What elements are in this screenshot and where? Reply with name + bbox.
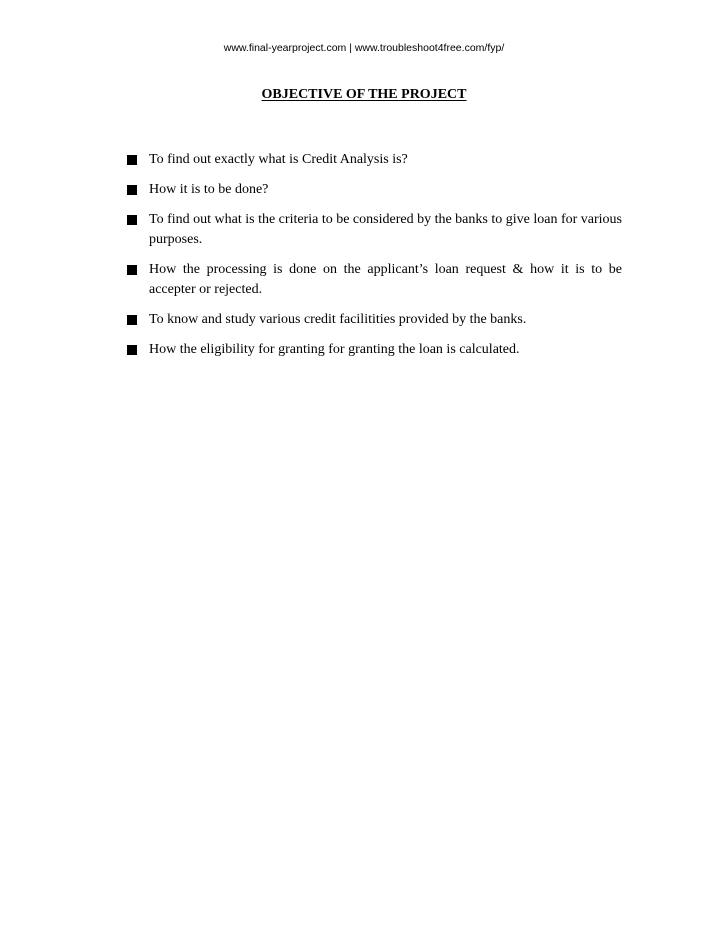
page-title: OBJECTIVE OF THE PROJECT — [261, 87, 467, 102]
header-links: www.final-yearproject.com | www.troubleshoot4free.com/fyp/ — [223, 42, 505, 54]
square-bullet-icon — [127, 215, 137, 225]
list-item — [125, 180, 622, 200]
list-item-text: To find out what is the criteria to be considered by the banks to give loan for various purposes. — [149, 212, 622, 247]
objectives-list — [125, 150, 622, 370]
list-item — [125, 210, 622, 250]
list-item — [125, 260, 622, 300]
list-item-text: To find out exactly what is Credit Analysis is? — [149, 152, 408, 167]
square-bullet-icon — [127, 155, 137, 165]
square-bullet-icon — [127, 185, 137, 195]
list-item — [125, 340, 622, 360]
square-bullet-icon — [127, 345, 137, 355]
list-item-text: How the processing is done on the applicant’s loan request & how it is to be accepter or rejected. — [149, 262, 622, 297]
square-bullet-icon — [127, 265, 137, 275]
square-bullet-icon — [127, 315, 137, 325]
list-item-text: To know and study various credit facilitities provided by the banks. — [149, 312, 527, 327]
list-item — [125, 310, 622, 330]
list-item-text: How it is to be done? — [149, 182, 269, 197]
list-item-text: How the eligibility for granting for granting the loan is calculated. — [149, 342, 520, 357]
list-item — [125, 150, 622, 170]
